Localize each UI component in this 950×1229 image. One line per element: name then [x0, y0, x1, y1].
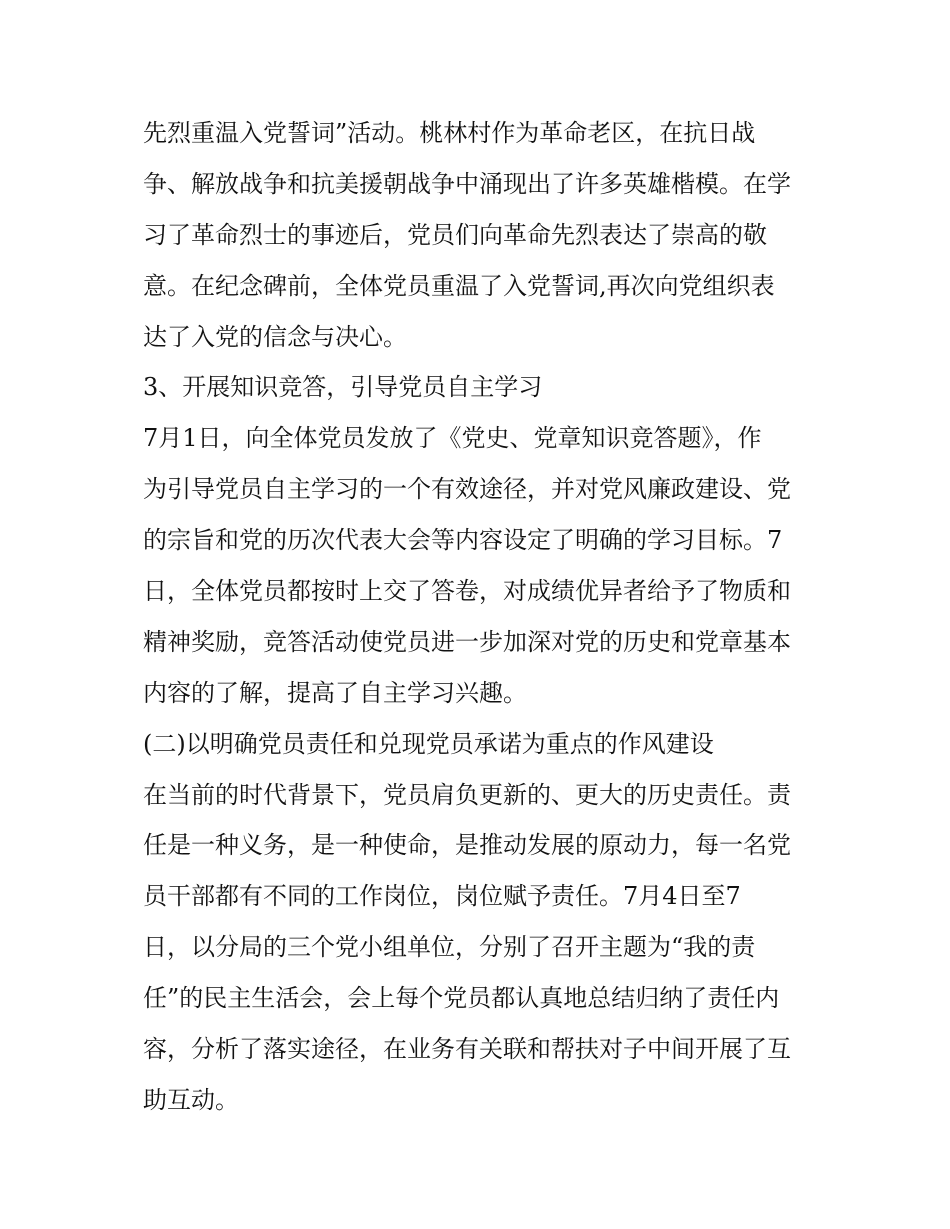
text-line: 内容的了解，提高了自主学习兴趣。	[143, 678, 527, 707]
document-body	[143, 108, 823, 1126]
text-line: 日，以分局的三个党小组单位，分别了召开主题为“我的责	[143, 933, 756, 962]
text-line: 容，分析了落实途径，在业务有关联和帮扶对子中间开展了互	[143, 1035, 791, 1064]
text-line: 7月1日，向全体党员发放了《党史、党章知识竞答题》，作	[143, 424, 762, 453]
text-line: 助互动。	[143, 1085, 239, 1114]
text-line: 精神奖励，竞答活动使党员进一步加深对党的历史和党章基本	[143, 627, 791, 656]
text-line: 在当前的时代背景下，党员肩负更新的、更大的历史责任。责	[143, 780, 791, 809]
text-line: 意。在纪念碑前，全体党员重温了入党誓词,再次向党组织表	[143, 271, 775, 300]
text-line: 习了革命烈士的事迹后，党员们向革命先烈表达了崇高的敬	[143, 220, 767, 249]
text-line: 达了入党的信念与决心。	[143, 322, 407, 351]
text-line: 争、解放战争和抗美援朝战争中涌现出了许多英雄楷模。在学	[143, 169, 791, 198]
text-line: 为引导党员自主学习的一个有效途径，并对党风廉政建设、党	[143, 475, 791, 504]
text-line: 任是一种义务，是一种使命，是推动发展的原动力，每一名党	[143, 831, 791, 860]
text-line: 的宗旨和党的历次代表大会等内容设定了明确的学习目标。7	[143, 526, 783, 555]
section-heading: 3、开展知识竞答，引导党员自主学习	[143, 373, 543, 402]
text-line: 日，全体党员都按时上交了答卷，对成绩优异者给予了物质和	[143, 577, 791, 606]
text-line: 任”的民主生活会，会上每个党员都认真地总结归纳了责任内	[143, 984, 780, 1013]
text-line: 先烈重温入党誓词”活动。桃林村作为革命老区，在抗日战	[143, 119, 756, 147]
text-line: 员干部都有不同的工作岗位，岗位赋予责任。7月4日至7	[143, 882, 741, 911]
section-heading: (二)以明确党员责任和兑现党员承诺为重点的作风建设	[143, 729, 714, 758]
